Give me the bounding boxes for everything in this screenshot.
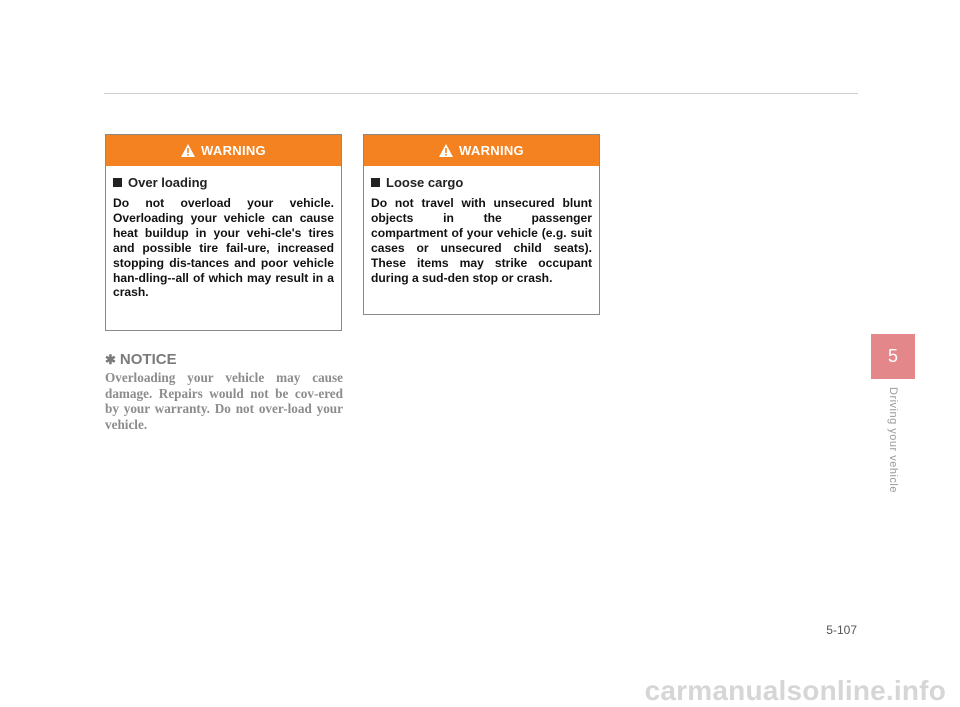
warning-title bbox=[113, 175, 334, 190]
square-bullet-icon bbox=[113, 178, 122, 187]
warning-header-label: WARNING bbox=[459, 143, 524, 158]
notice-section bbox=[105, 351, 343, 432]
warning-header-label: WARNING bbox=[201, 143, 266, 158]
warning-header bbox=[106, 135, 341, 166]
chapter-label: Driving your vehicle bbox=[887, 387, 899, 493]
warning-box-loose-cargo bbox=[363, 134, 600, 315]
notice-star-icon: ✱ bbox=[105, 351, 116, 367]
chapter-tab: 5 bbox=[871, 334, 915, 379]
warning-header bbox=[364, 135, 599, 166]
notice-title bbox=[105, 351, 343, 368]
notice-title-text: NOTICE bbox=[119, 351, 177, 368]
warning-triangle-icon bbox=[181, 144, 195, 157]
notice-text: Overloading your vehicle may cause damage. Repairs would not be cov-ered by your warranty. Do not over-load your vehicle. bbox=[105, 370, 343, 432]
warning-title bbox=[371, 175, 592, 190]
watermark: carmanualsonline.info bbox=[644, 674, 946, 706]
warning-title-text: Loose cargo bbox=[386, 175, 464, 190]
warning-triangle-icon bbox=[439, 144, 453, 157]
warning-title-text: Over loading bbox=[128, 175, 208, 190]
square-bullet-icon bbox=[371, 178, 380, 187]
warning-box-over-loading bbox=[105, 134, 342, 331]
warning-text: Do not overload your vehicle. Overloading your vehicle can cause heat buildup in your vehi-cle's tires and possible tire fail-ure, increased stopping dis-tances and poor vehicle han-dling--all of which may result in a crash. bbox=[113, 196, 334, 300]
warning-text: Do not travel with unsecured blunt objects in the passenger compartment of your vehicle (e.g. suit cases or unsecured child seats). These items may strike occupant during a sud-den stop or crash. bbox=[371, 196, 592, 285]
page-number: 5-107 bbox=[826, 623, 857, 637]
top-divider bbox=[104, 93, 858, 94]
